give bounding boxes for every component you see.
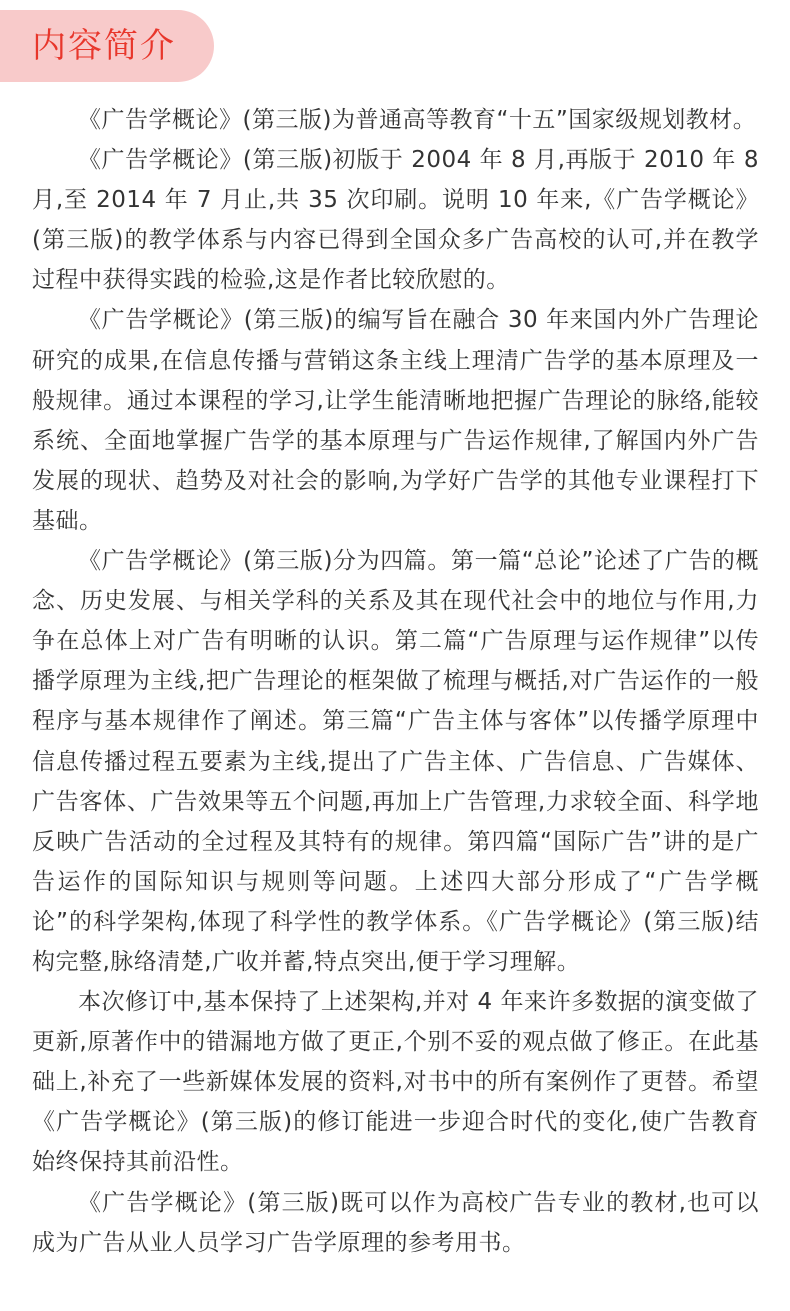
paragraph-4: 《广告学概论》(第三版)分为四篇。第一篇“总论”论述了广告的概念、历史发展、与相关学科的关系及其在现代社会中的地位与作用,力争在总体上对广告有明晰的认识。第二篇“广告原理与运作规律”以传播学原理为主线,把广告理论的框架做了梳理与概括,对广告运作的一般程序与基本规律作了阐述。第三篇“广告主体与客体”以传播学原理中信息传播过程五要素为主线,提出了广告主体、广告信息、广告媒体、广告客体、广告效果等五个问题,再加上广告管理,力求较全面、科学地反映广告活动的全过程及其特有的规律。第四篇“国际广告”讲的是广告运作的国际知识与规则等问题。上述四大部分形成了“广告学概论”的科学架构,体现了科学性的教学体系。《广告学概论》(第三版)结构完整,脉络清楚,广收并蓄,特点突出,便于学习理解。: [32, 548, 759, 975]
book-introduction-body: [32, 100, 759, 1263]
paragraph-6: 《广告学概论》(第三版)既可以作为高校广告专业的教材,也可以成为广告从业人员学习广告学原理的参考用书。: [32, 1189, 759, 1256]
paragraph-2: 《广告学概论》(第三版)初版于 2004 年 8 月,再版于 2010 年 8 月,至 2014 年 7 月止,共 35 次印刷。说明 10 年来,《广告学概论》(第三版)的教学体系与内容已得到全国众多广告高校的认可,并在教学过程中获得实践的检验,这是作者比较欣慰的。: [32, 147, 759, 294]
section-title: 内容简介: [32, 26, 176, 66]
paragraph-5: 本次修订中,基本保持了上述架构,并对 4 年来许多数据的演变做了更新,原著作中的错漏地方做了更正,个别不妥的观点做了修正。在此基础上,补充了一些新媒体发展的资料,对书中的所有案例作了更替。希望《广告学概论》(第三版)的修订能进一步迎合时代的变化,使广告教育始终保持其前沿性。: [32, 989, 759, 1176]
paragraph-3: 《广告学概论》(第三版)的编写旨在融合 30 年来国内外广告理论研究的成果,在信息传播与营销这条主线上理清广告学的基本原理及一般规律。通过本课程的学习,让学生能清晰地把握广告理论的脉络,能较系统、全面地掌握广告学的基本原理与广告运作规律,了解国内外广告发展的现状、趋势及对社会的影响,为学好广告学的其他专业课程打下基础。: [32, 307, 759, 534]
paragraph-1: 《广告学概论》(第三版)为普通高等教育“十五”国家级规划教材。: [78, 107, 757, 133]
section-header-tab: [0, 10, 214, 82]
